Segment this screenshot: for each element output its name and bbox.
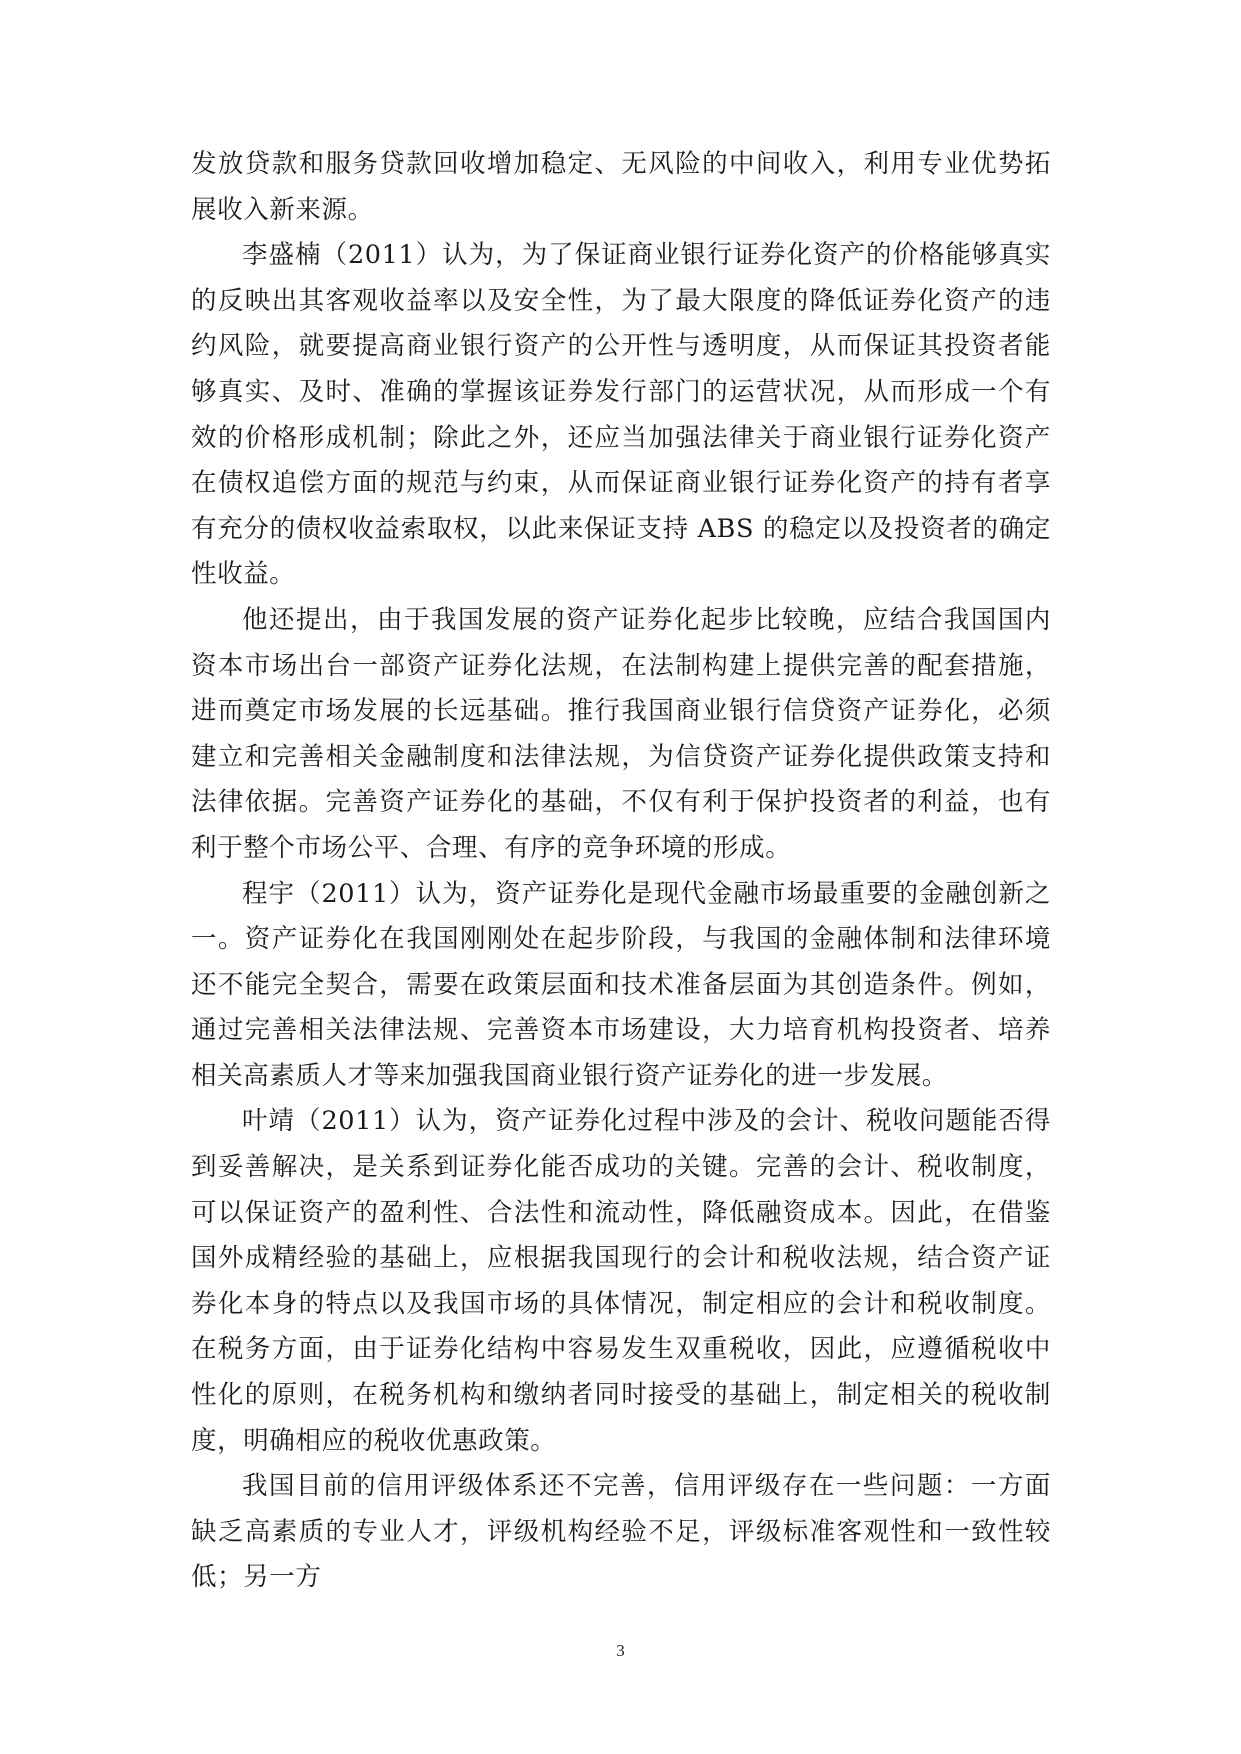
- paragraph-2: 李盛楠（2011）认为，为了保证商业银行证券化资产的价格能够真实的反映出其客观收益率以及安全性，为了最大限度的降低证券化资产的违约风险，就要提高商业银行资产的公开性与透明度，从而保证其投资者能够真实、及时、准确的掌握该证券发行部门的运营状况，从而形成一个有效的价格形成机制；除此之外，还应当加强法律关于商业银行证券化资产在债权追偿方面的规范与约束，从而保证商业银行证券化资产的持有者享有充分的债权收益索取权，以此来保证支持 ABS 的稳定以及投资者的确定性收益。: [191, 240, 1051, 590]
- paragraph-6: 我国目前的信用评级体系还不完善，信用评级存在一些问题：一方面缺乏高素质的专业人才，评级机构经验不足，评级标准客观性和一致性较低；另一方: [191, 1471, 1051, 1593]
- paragraph-4: 程宇（2011）认为，资产证券化是现代金融市场最重要的金融创新之一。资产证券化在我国刚刚处在起步阶段，与我国的金融体制和法律环境还不能完全契合，需要在政策层面和技术准备层面为其创造条件。例如，通过完善相关法律法规、完善资本市场建设，大力培育机构投资者、培养相关高素质人才等来加强我国商业银行资产证券化的进一步发展。: [191, 878, 1051, 1091]
- paragraph-5: 叶靖（2011）认为，资产证券化过程中涉及的会计、税收问题能否得到妥善解决，是关系到证券化能否成功的关键。完善的会计、税收制度，可以保证资产的盈利性、合法性和流动性，降低融资成本。因此，在借鉴国外成精经验的基础上，应根据我国现行的会计和税收法规，结合资产证券化本身的特点以及我国市场的具体情况，制定相应的会计和税收制度。在税务方面，由于证券化结构中容易发生双重税收，因此，应遵循税收中性化的原则，在税务机构和缴纳者同时接受的基础上，制定相关的税收制度，明确相应的税收优惠政策。: [191, 1106, 1051, 1456]
- paragraph-1: 发放贷款和服务贷款回收增加稳定、无风险的中间收入，利用专业优势拓展收入新来源。: [191, 149, 1051, 225]
- page-number: 3: [616, 1641, 625, 1660]
- paragraph-3: 他还提出，由于我国发展的资产证券化起步比较晚，应结合我国国内资本市场出台一部资产证券化法规，在法制构建上提供完善的配套措施，进而奠定市场发展的长远基础。推行我国商业银行信贷资产证券化，必须建立和完善相关金融制度和法律法规，为信贷资产证券化提供政策支持和法律依据。完善资产证券化的基础，不仅有利于保护投资者的利益，也有利于整个市场公平、合理、有序的竞争环境的形成。: [191, 604, 1051, 863]
- document-body: [191, 142, 1051, 1601]
